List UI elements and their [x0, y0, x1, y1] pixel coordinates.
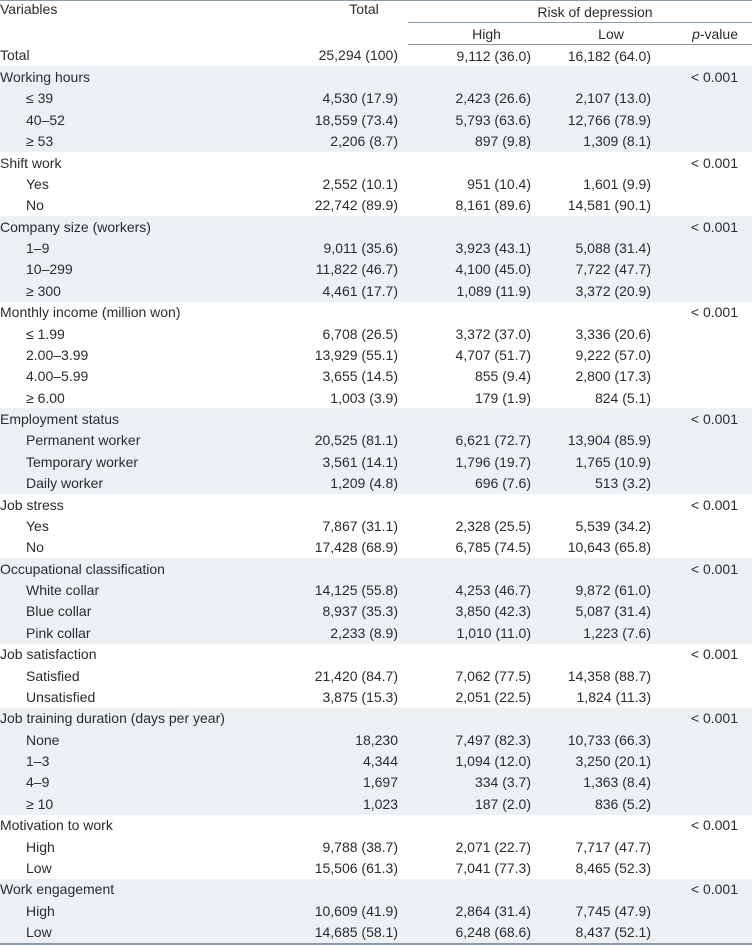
table-row: [0, 793, 752, 814]
cell-high: 2,051 (22.5): [455, 688, 531, 705]
cell-low: 1,309 (8.1): [545, 131, 665, 152]
cell-total: 6,708 (26.5): [322, 325, 398, 342]
cell-p-empty: [665, 88, 752, 109]
table-row: [0, 622, 752, 643]
cell-low-empty: [545, 66, 665, 87]
cell-p-value: < 0.001: [690, 496, 738, 513]
row-label: Daily worker: [0, 473, 300, 494]
header-high: High: [408, 23, 545, 45]
group-header-row: [0, 708, 752, 729]
cell-low: 13,904 (85.9): [545, 430, 665, 451]
group-header-row: [0, 216, 752, 237]
cell-total: 2,552 (10.1): [322, 175, 398, 192]
group-label: Company size (workers): [0, 216, 300, 237]
cell-low-empty: [545, 708, 665, 729]
cell-high: 6,621 (72.7): [408, 430, 545, 451]
cell-low-empty: [545, 302, 665, 323]
cell-p-empty: [665, 173, 752, 194]
cell-low: 7,722 (47.7): [545, 259, 665, 280]
cell-low: 5,087 (31.4): [545, 601, 665, 622]
cell-low-empty: [545, 815, 665, 836]
cell-p-value: < 0.001: [665, 708, 752, 729]
table-body: [0, 45, 752, 944]
group-header-row: [0, 879, 752, 900]
cell-total: 4,461 (17.7): [300, 280, 408, 301]
row-label: ≥ 6.00: [26, 389, 65, 406]
table-row: [0, 921, 752, 943]
cell-p-empty: [665, 729, 752, 750]
cell-high: 2,328 (25.5): [455, 517, 531, 534]
row-label: ≤ 39: [0, 88, 300, 109]
row-label: Pink collar: [0, 622, 300, 643]
table-row: [0, 366, 752, 387]
cell-p-empty: [665, 344, 752, 365]
cell-total-empty: [300, 152, 408, 173]
table-row: [0, 451, 752, 472]
cell-high-empty: [408, 302, 545, 323]
table-row: [0, 237, 752, 258]
row-label: Low: [26, 859, 52, 876]
header-total: Total: [349, 1, 379, 17]
cell-high: 855 (9.4): [474, 368, 531, 385]
table-row: [0, 195, 752, 216]
cell-p-value: < 0.001: [690, 646, 738, 663]
cell-high: 951 (10.4): [467, 175, 531, 192]
cell-low-empty: [545, 644, 665, 665]
cell-p: [665, 45, 752, 67]
cell-total: 13,929 (55.1): [314, 346, 398, 363]
cell-high: 4,100 (45.0): [408, 259, 545, 280]
table-row: [0, 473, 752, 494]
cell-total: 1,209 (4.8): [300, 473, 408, 494]
header-p-value: [665, 23, 752, 45]
table-row: [0, 537, 752, 558]
cell-total-empty: [300, 66, 408, 87]
cell-p-empty: [665, 366, 752, 387]
cell-total: 4,530 (17.9): [300, 88, 408, 109]
group-header-row: [0, 558, 752, 579]
row-label: Unsatisfied: [26, 688, 96, 705]
cell-high: 187 (2.0): [408, 793, 545, 814]
cell-p-empty: [665, 280, 752, 301]
cell-high: 696 (7.6): [408, 473, 545, 494]
cell-high-empty: [408, 708, 545, 729]
row-label: Blue collar: [0, 601, 300, 622]
group-label: Monthly income (million won): [0, 304, 181, 321]
cell-low: 9,222 (57.0): [575, 346, 651, 363]
group-label: Employment status: [0, 408, 300, 429]
cell-total-empty: [300, 708, 408, 729]
table-row: [0, 259, 752, 280]
cell-high-empty: [408, 66, 545, 87]
row-label: ≥ 10: [0, 793, 300, 814]
cell-low: 12,766 (78.9): [545, 109, 665, 130]
cell-p-empty: [665, 622, 752, 643]
cell-total: 10,609 (41.9): [300, 900, 408, 921]
cell-low: 1,765 (10.9): [545, 451, 665, 472]
cell-high: 9,112 (36.0): [456, 47, 531, 64]
cell-total: 3,655 (14.5): [322, 368, 398, 385]
cell-low: 3,372 (20.9): [545, 280, 665, 301]
cell-low-empty: [545, 152, 665, 173]
group-label: Work engagement: [0, 879, 300, 900]
cell-high: 2,864 (31.4): [408, 900, 545, 921]
cell-total: 15,506 (61.3): [314, 859, 398, 876]
row-label: 40–52: [0, 109, 300, 130]
cell-total-empty: [300, 494, 408, 515]
group-header-row: [0, 494, 752, 515]
cell-high: 7,041 (77.3): [455, 859, 531, 876]
group-label: Job training duration (days per year): [0, 708, 300, 729]
cell-low: 16,182 (64.0): [567, 47, 651, 64]
cell-total: 3,561 (14.1): [300, 451, 408, 472]
cell-p-empty: [665, 451, 752, 472]
group-header-row: [0, 815, 752, 836]
group-label: Occupational classification: [0, 558, 300, 579]
cell-high-empty: [408, 644, 545, 665]
cell-low: 2,107 (13.0): [545, 88, 665, 109]
cell-high-empty: [408, 152, 545, 173]
cell-total: 1,697: [300, 772, 408, 793]
cell-high: 179 (1.9): [474, 389, 531, 406]
group-label: Job stress: [0, 496, 64, 513]
cell-high-empty: [408, 216, 545, 237]
cell-p-empty: [665, 579, 752, 600]
cell-total-empty: [300, 815, 408, 836]
table-row: [0, 430, 752, 451]
p-italic: p: [692, 25, 700, 42]
table-row: [0, 750, 752, 771]
table-row: [0, 323, 752, 344]
cell-total: 1,003 (3.9): [330, 389, 398, 406]
cell-high: 7,497 (82.3): [408, 729, 545, 750]
cell-high: 1,796 (19.7): [408, 451, 545, 472]
row-label: None: [0, 729, 300, 750]
cell-low: 7,745 (47.9): [545, 900, 665, 921]
cell-p-value: < 0.001: [690, 304, 738, 321]
cell-high: 2,071 (22.7): [455, 838, 531, 855]
cell-p-value: < 0.001: [665, 66, 752, 87]
cell-p-empty: [665, 537, 752, 558]
group-header-row: [0, 302, 752, 323]
group-header-row: [0, 66, 752, 87]
cell-total: 2,206 (8.7): [300, 131, 408, 152]
cell-total: 14,125 (55.8): [300, 579, 408, 600]
table-row: [0, 900, 752, 921]
cell-low: 8,437 (52.1): [545, 921, 665, 943]
cell-total: 25,294 (100): [318, 47, 398, 64]
cell-total: 14,685 (58.1): [300, 921, 408, 943]
row-label: White collar: [0, 579, 300, 600]
row-label: High: [26, 838, 55, 855]
row-label: Low: [0, 921, 300, 943]
cell-high: 3,850 (42.3): [408, 601, 545, 622]
group-label: Motivation to work: [0, 817, 113, 834]
cell-high: 4,707 (51.7): [455, 346, 531, 363]
cell-high: 6,785 (74.5): [455, 539, 531, 556]
cell-high: 3,923 (43.1): [408, 237, 545, 258]
row-label: 1–3: [0, 750, 300, 771]
group-header-row: [0, 152, 752, 173]
cell-low: 9,872 (61.0): [545, 579, 665, 600]
cell-low-empty: [545, 408, 665, 429]
cell-high: 5,793 (63.6): [408, 109, 545, 130]
cell-p-empty: [665, 237, 752, 258]
p-rest: -value: [699, 25, 738, 42]
cell-low: 824 (5.1): [594, 389, 651, 406]
cell-total: 7,867 (31.1): [322, 517, 398, 534]
cell-total: 11,822 (46.7): [300, 259, 408, 280]
group-header-row: [0, 644, 752, 665]
cell-high: 897 (9.8): [408, 131, 545, 152]
cell-total: 3,875 (15.3): [322, 688, 398, 705]
cell-total: 18,230: [300, 729, 408, 750]
cell-high: 2,423 (26.6): [408, 88, 545, 109]
cell-total-empty: [300, 302, 408, 323]
cell-total: 17,428 (68.9): [314, 539, 398, 556]
row-label: No: [26, 539, 44, 556]
row-label: High: [0, 900, 300, 921]
cell-low: 10,643 (65.8): [567, 539, 651, 556]
cell-low: 1,601 (9.9): [583, 175, 651, 192]
cell-low: 8,465 (52.3): [575, 859, 651, 876]
table-row: [0, 344, 752, 365]
cell-p-empty: [665, 921, 752, 943]
cell-high: 1,094 (12.0): [408, 750, 545, 771]
cell-p-empty: [665, 195, 752, 216]
group-label: Shift work: [0, 154, 62, 171]
table-row: [0, 131, 752, 152]
header-variables: Variables: [0, 1, 58, 17]
table-row: [0, 601, 752, 622]
cell-p-empty: [665, 259, 752, 280]
cell-p-value: < 0.001: [665, 879, 752, 900]
cell-p-empty: [665, 836, 752, 857]
cell-high-empty: [408, 815, 545, 836]
cell-low: 836 (5.2): [545, 793, 665, 814]
table-row: [0, 686, 752, 707]
cell-total: 21,420 (84.7): [314, 667, 398, 684]
cell-low-empty: [545, 879, 665, 900]
cell-total: 1,023: [300, 793, 408, 814]
table-row: [0, 857, 752, 878]
cell-total: 8,937 (35.3): [300, 601, 408, 622]
cell-p-empty: [665, 686, 752, 707]
cell-p-value: < 0.001: [690, 154, 738, 171]
cell-high-empty: [408, 494, 545, 515]
cell-low-empty: [545, 216, 665, 237]
cell-low: 7,717 (47.7): [575, 838, 651, 855]
cell-total-empty: [300, 408, 408, 429]
row-label: 1–9: [0, 237, 300, 258]
table-row: [0, 772, 752, 793]
table-row: [0, 836, 752, 857]
cell-p-empty: [665, 323, 752, 344]
cell-p-empty: [665, 109, 752, 130]
cell-high: 8,161 (89.6): [455, 197, 531, 214]
cell-total-empty: [300, 879, 408, 900]
cell-p-empty: [665, 387, 752, 408]
cell-p-value: < 0.001: [690, 817, 738, 834]
cell-p-value: < 0.001: [665, 408, 752, 429]
row-label: ≤ 1.99: [26, 325, 65, 342]
cell-low: 1,223 (7.6): [545, 622, 665, 643]
table-row: [0, 665, 752, 686]
cell-high-empty: [408, 879, 545, 900]
cell-high: 4,253 (46.7): [408, 579, 545, 600]
table-row: [0, 729, 752, 750]
cell-low-empty: [545, 558, 665, 579]
cell-low: 14,581 (90.1): [567, 197, 651, 214]
header-risk-of-depression: Risk of depression: [408, 1, 752, 23]
cell-low: 1,363 (8.4): [545, 772, 665, 793]
row-label: Yes: [26, 517, 49, 534]
cell-high: 3,372 (37.0): [455, 325, 531, 342]
table-row: [0, 387, 752, 408]
cell-total: 9,788 (38.7): [322, 838, 398, 855]
cell-high: 7,062 (77.5): [455, 667, 531, 684]
table-row: [0, 88, 752, 109]
cell-low-empty: [545, 494, 665, 515]
row-label: Satisfied: [26, 667, 80, 684]
row-label: 4–9: [0, 772, 300, 793]
row-label: ≥ 53: [0, 131, 300, 152]
row-label: ≥ 300: [0, 280, 300, 301]
total-row: [0, 45, 752, 67]
cell-p-empty: [665, 793, 752, 814]
cell-p-value: < 0.001: [665, 216, 752, 237]
cell-high: 1,089 (11.9): [408, 280, 545, 301]
table-row: [0, 280, 752, 301]
cell-p-empty: [665, 515, 752, 536]
row-label: 10–299: [0, 259, 300, 280]
cell-total-empty: [300, 558, 408, 579]
cell-low: 14,358 (88.7): [567, 667, 651, 684]
cell-low: 513 (3.2): [545, 473, 665, 494]
cell-p-empty: [665, 665, 752, 686]
cell-low: 3,250 (20.1): [545, 750, 665, 771]
cell-total: 4,344: [300, 750, 408, 771]
cell-p-empty: [665, 857, 752, 878]
cell-high: 1,010 (11.0): [408, 622, 545, 643]
cell-low: 2,800 (17.3): [575, 368, 651, 385]
cell-low: 3,336 (20.6): [575, 325, 651, 342]
cell-total-empty: [300, 644, 408, 665]
table-row: [0, 173, 752, 194]
cell-total: 2,233 (8.9): [300, 622, 408, 643]
cell-total-empty: [300, 216, 408, 237]
group-label: Job satisfaction: [0, 646, 97, 663]
cell-p-empty: [665, 750, 752, 771]
row-label: Permanent worker: [0, 430, 300, 451]
cell-high-empty: [408, 558, 545, 579]
cell-high: 6,248 (68.6): [408, 921, 545, 943]
cell-total: 9,011 (35.6): [300, 237, 408, 258]
row-label: 4.00–5.99: [26, 368, 89, 385]
group-label: Working hours: [0, 66, 300, 87]
cell-total: 20,525 (81.1): [300, 430, 408, 451]
cell-p-empty: [665, 772, 752, 793]
cell-low: 5,539 (34.2): [575, 517, 651, 534]
group-header-row: [0, 408, 752, 429]
cell-p-empty: [665, 473, 752, 494]
cell-high: 334 (3.7): [408, 772, 545, 793]
cell-low: 5,088 (31.4): [545, 237, 665, 258]
table-row: [0, 109, 752, 130]
row-label: 2.00–3.99: [26, 346, 89, 363]
cell-p-empty: [665, 900, 752, 921]
cell-low: 1,824 (11.3): [576, 688, 651, 705]
cell-p-empty: [665, 131, 752, 152]
cell-p-empty: [665, 430, 752, 451]
cell-total: 18,559 (73.4): [300, 109, 408, 130]
cell-p-empty: [665, 601, 752, 622]
row-label: Yes: [26, 175, 49, 192]
header-low: Low: [545, 23, 665, 45]
row-label: No: [26, 197, 44, 214]
row-label: Total: [0, 47, 30, 64]
cell-high-empty: [408, 408, 545, 429]
cell-p-value: < 0.001: [665, 558, 752, 579]
cell-low: 10,733 (66.3): [545, 729, 665, 750]
table-row: [0, 579, 752, 600]
row-label: Temporary worker: [0, 451, 300, 472]
table-row: [0, 515, 752, 536]
cell-total: 22,742 (89.9): [314, 197, 398, 214]
